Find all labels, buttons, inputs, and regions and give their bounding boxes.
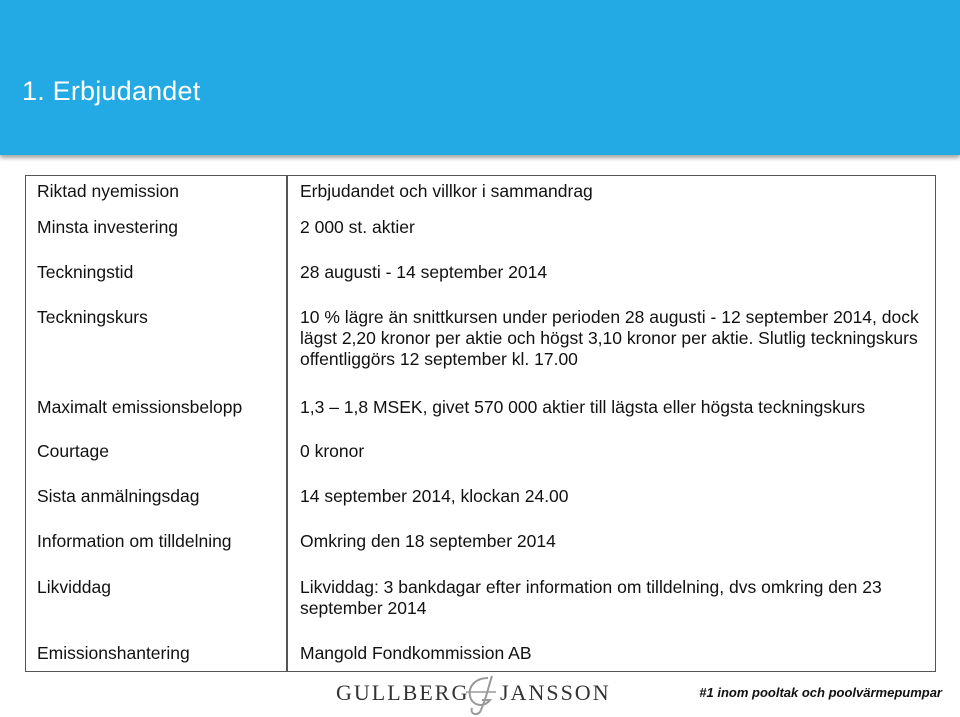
- row-label-teckningstid: Teckningstid: [37, 262, 134, 282]
- row-label-likviddag: Likviddag: [37, 577, 111, 597]
- row-label-emissionshantering: Emissionshantering: [37, 643, 190, 663]
- table-header-left: Riktad nyemission: [37, 181, 179, 201]
- table-header-right: Erbjudandet och villkor i sammandrag: [300, 181, 593, 201]
- row-value-likviddag: Likviddag: 3 bankdagar efter information om tilldelning, dvs omkring den 23 september 2014: [300, 577, 882, 618]
- logo-monogram-icon: [458, 672, 504, 716]
- table-column-divider: [286, 175, 288, 672]
- logo-wordmark-right: JANSSON: [500, 680, 611, 705]
- row-label-sista-anmalningsdag: Sista anmälningsdag: [37, 486, 200, 506]
- row-label-courtage: Courtage: [37, 441, 109, 461]
- row-label-maximalt-emissionsbelopp: Maximalt emissionsbelopp: [37, 397, 243, 417]
- row-value-teckningstid: 28 augusti - 14 september 2014: [300, 262, 548, 282]
- row-label-minsta-investering: Minsta investering: [37, 217, 179, 237]
- row-value-minsta-investering: 2 000 st. aktier: [300, 217, 415, 237]
- row-label-teckningskurs: Teckningskurs: [37, 307, 148, 327]
- row-value-maximalt-emissionsbelopp: 1,3 – 1,8 MSEK, givet 570 000 aktier till lägsta eller högsta teckningskurs: [300, 397, 866, 417]
- slide-title: 1. Erbjudandet: [22, 76, 201, 106]
- row-value-information-om-tilldelning: Omkring den 18 september 2014: [300, 531, 556, 551]
- row-value-teckningskurs: 10 % lägre än snittkursen under perioden 28 augusti - 12 september 2014, dock lägst 2,20 kronor per aktie och högst 3,10 kronor per aktie. Slutlig teckningskurs offentliggörs 12 september kl. 17.00: [300, 307, 919, 369]
- logo-wordmark-left: GULLBERG: [336, 680, 470, 705]
- row-value-emissionshantering: Mangold Fondkommission AB: [300, 643, 532, 663]
- footer-slogan: #1 inom pooltak och poolvärmepumpar: [699, 685, 942, 700]
- row-value-courtage: 0 kronor: [300, 441, 365, 461]
- row-value-sista-anmalningsdag: 14 september 2014, klockan 24.00: [300, 486, 569, 506]
- row-label-information-om-tilldelning: Information om tilldelning: [37, 531, 232, 551]
